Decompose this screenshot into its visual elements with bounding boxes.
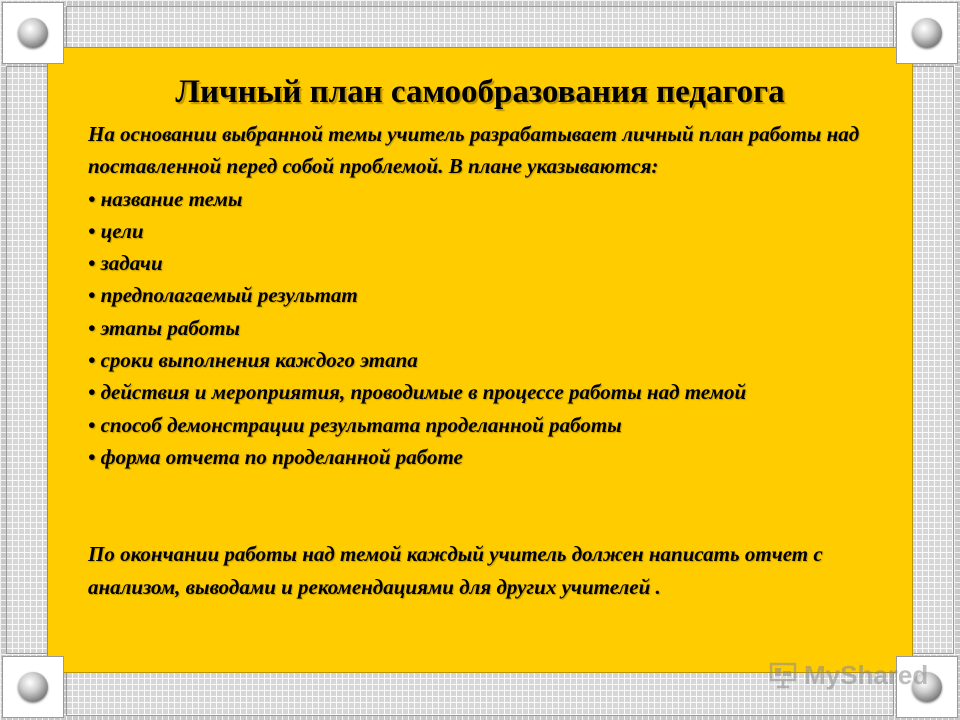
list-item: • название темы	[88, 186, 243, 211]
corner-top-right	[896, 2, 958, 64]
conclusion-text: По окончании работы над темой каждый учитель должен написать отчет с анализом, выводами и рекомендациями для других учителей .	[88, 542, 823, 599]
list-item: • действия и мероприятия, проводимые в процессе работы над темой	[88, 380, 747, 405]
slide-title: Личный план самообразования педагога	[175, 74, 785, 110]
presentation-icon	[768, 660, 798, 690]
list-item: • форма отчета по проделанной работе	[88, 444, 463, 469]
list-item: • цели	[88, 218, 144, 243]
list-item: • этапы работы	[88, 315, 240, 340]
intro-text: На основании выбранной темы учитель разрабатывает личный план работы над поставленной перед собой проблемой. В плане указываются:	[88, 122, 860, 179]
slide-body	[88, 118, 878, 603]
rivet-icon	[18, 18, 48, 48]
watermark	[768, 658, 928, 692]
frame-strip-left	[6, 66, 50, 654]
list-item: • задачи	[88, 251, 163, 276]
corner-top-left	[2, 2, 64, 64]
frame-strip-right	[910, 66, 954, 654]
plan-items-list	[88, 183, 878, 474]
rivet-icon	[18, 672, 48, 702]
list-item: • предполагаемый результат	[88, 283, 358, 308]
frame-strip-top	[66, 6, 894, 50]
corner-bottom-left	[2, 656, 64, 718]
spacer	[88, 473, 878, 538]
watermark-text: MyShared	[804, 659, 929, 690]
list-item: • способ демонстрации результата проделанной работы	[88, 412, 622, 437]
list-item: • сроки выполнения каждого этапа	[88, 348, 418, 373]
rivet-icon	[912, 18, 942, 48]
